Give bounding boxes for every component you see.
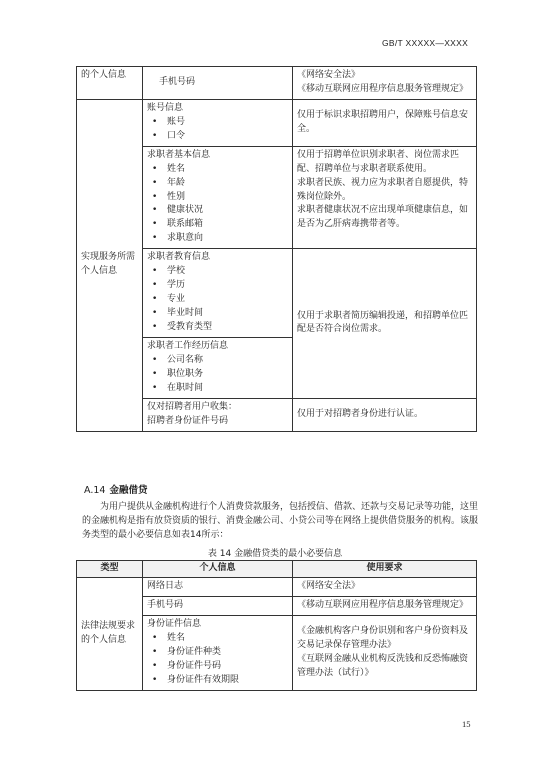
requirement-cell: 《网络安全法》 《移动互联网应用程序信息服务管理规定》: [293, 67, 477, 100]
info-cell: 求职者教育信息 • 学校 • 学历 • 专业 • 毕业时间 • 受教育类型: [143, 249, 293, 338]
section-paragraph: 为用户提供从金融机构进行个人消费贷款服务，包括授信、借款、还款与交易记录等功能，这里的金融机构是指有放贷资质的银行、消费金融公司、小贷公司等在网络上提供借贷服务的机构。该服务类型的最小必要信息如表14所示：: [82, 502, 479, 541]
column-header: 个人信息: [143, 561, 293, 578]
category-cell: 实现服务所需个人信息: [77, 99, 143, 431]
info-cell: 网络日志: [143, 577, 293, 596]
list-item: • 专业: [147, 293, 288, 307]
requirement-cell: 仅用于求职者简历编辑投递，和招聘单位匹配是否符合岗位需求。: [293, 249, 477, 398]
list-item: • 求职意向: [147, 232, 288, 246]
requirement-cell: 仅用于招聘单位识别求职者、岗位需求匹配、招聘单位与求职者联系使用。 求职者民族、视力应为求职者自愿提供，特殊岗位除外。 求职者健康状况不应出现单项健康信息，如是否为乙肝病毒携带者等。: [293, 146, 477, 249]
list-item: • 受教育类型: [147, 321, 288, 335]
list-item: • 学历: [147, 279, 288, 293]
column-header: 使用要求: [293, 561, 477, 578]
list-item: • 学校: [147, 265, 288, 279]
standard-code: GB/T XXXXX—XXXX: [382, 38, 469, 48]
table-row: [77, 67, 477, 100]
table-caption: 表 14 金融借贷类的最小必要信息: [207, 549, 343, 559]
page-number: 15: [462, 719, 471, 729]
category-cell: 的个人信息: [77, 67, 143, 100]
table-financial-lending: [76, 560, 477, 691]
list-item: • 性别: [147, 191, 288, 205]
requirement-cell: 仅用于对招聘者身份进行认证。: [293, 398, 477, 431]
list-item: • 毕业时间: [147, 307, 288, 321]
table-header-row: [77, 561, 477, 578]
info-cell: 手机号码: [143, 67, 293, 100]
requirement-cell: 《移动互联网应用程序信息服务管理规定》: [293, 596, 477, 615]
list-item: • 年龄: [147, 177, 288, 191]
requirement-cell: 《金融机构客户身份识别和客户身份资料及交易记录保存管理办法》 《互联网金融从业机构反洗钱和反恐怖融资管理办法（试行）》: [293, 615, 477, 690]
list-item: • 身份证件种类: [147, 646, 288, 660]
table-row: [77, 577, 477, 596]
info-cell: 账号信息 • 账号 • 口令: [143, 99, 293, 146]
requirement-cell: 《网络安全法》: [293, 577, 477, 596]
list-item: • 姓名: [147, 163, 288, 177]
list-item: • 健康状况: [147, 204, 288, 218]
info-cell: 身份证件信息 • 姓名 • 身份证件种类 • 身份证件号码 • 身份证件有效期限: [143, 615, 293, 690]
list-item: • 职位职务: [147, 368, 288, 382]
requirement-cell: 仅用于标识求职招聘用户，保障账号信息安全。: [293, 99, 477, 146]
section-heading: A.14 金融借贷: [84, 485, 148, 496]
info-cell: 手机号码: [143, 596, 293, 615]
list-item: • 公司名称: [147, 354, 288, 368]
list-item: • 口令: [147, 130, 288, 144]
info-cell: 求职者基本信息 • 姓名 • 年龄 • 性别 • 健康状况 • 联系邮箱 • 求职意向: [143, 146, 293, 249]
category-cell: 法律法规要求的个人信息: [77, 577, 143, 690]
list-item: • 账号: [147, 116, 288, 130]
list-item: • 身份证件号码: [147, 660, 288, 674]
list-item: • 姓名: [147, 632, 288, 646]
list-item: • 身份证件有效期限: [147, 674, 288, 688]
column-header: 类型: [77, 561, 143, 578]
table-row: [77, 99, 477, 146]
list-item: • 联系邮箱: [147, 218, 288, 232]
list-item: • 在职时间: [147, 382, 288, 396]
table-personal-info-recruitment: [76, 66, 477, 432]
info-cell: 仅对招聘者用户收集： 招聘者身份证件号码: [143, 398, 293, 431]
info-cell: 求职者工作经历信息 • 公司名称 • 职位职务 • 在职时间: [143, 337, 293, 398]
